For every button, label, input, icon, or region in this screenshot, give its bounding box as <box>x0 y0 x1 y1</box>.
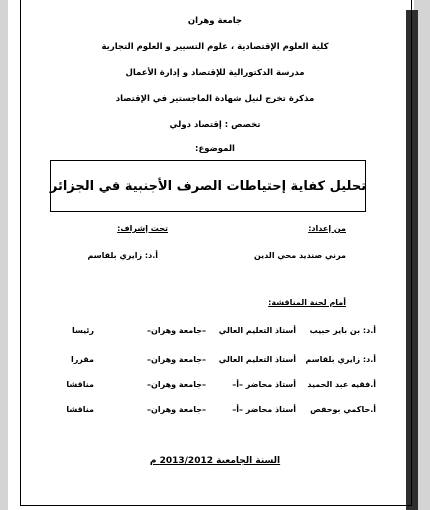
member-affiliation: –جامعة وهران– <box>147 355 206 364</box>
specialty: تخصص : إقتصاد دولي <box>169 120 261 130</box>
subject-label: الموضوع: <box>195 144 235 154</box>
university-name: جامعة وهران <box>187 16 243 26</box>
faculty-name: كلية العلوم الإقتصادية ، علوم التسيير و العلوم التجارية <box>101 42 329 52</box>
member-affiliation: –جامعة وهران– <box>147 405 206 414</box>
member-rank: أستاذ التعليم العالي <box>218 355 296 364</box>
doctoral-school: مدرسة الدكتورالية للإقتصاد و إدارة الأعمال <box>125 68 305 78</box>
member-name: أ.د: زايري بلقاسم <box>305 355 376 364</box>
thesis-type: مذكرة تخرج لنيل شهادة الماجستير في الإقتصاد <box>115 94 315 104</box>
member-rank: أستاذ محاضر –أ– <box>232 380 296 389</box>
member-rank: أستاذ محاضر –أ– <box>232 405 296 414</box>
supervision-label: تحت إشراف: <box>117 224 168 233</box>
committee-label: أمام لجنة المناقشة: <box>268 298 346 307</box>
member-name: أ.د: بن باير حبيب <box>309 326 376 335</box>
committee-member-row <box>40 326 376 338</box>
member-role: رئيسا <box>71 326 94 335</box>
committee-member-row <box>40 380 376 392</box>
committee-member-row <box>40 405 376 417</box>
member-name: أ.فقيه عبد الحميد <box>307 380 376 389</box>
member-role: مناقشا <box>66 405 94 414</box>
member-affiliation: –جامعة وهران– <box>147 326 206 335</box>
thesis-title-box <box>50 160 366 212</box>
member-rank: أستاذ التعليم العالي <box>218 326 296 335</box>
member-name: أ.حاكمي بوحفص <box>310 405 376 414</box>
committee-member-row <box>40 355 376 367</box>
member-affiliation: –جامعة وهران– <box>147 380 206 389</box>
thesis-title: تحليل كفاية إحتياطات الصرف الأجنبية في الجزائر <box>49 178 367 194</box>
supervisor-name: أ.د: زايري بلقاسم <box>87 251 158 260</box>
academic-year: السنة الجامعية 2013/2012 م <box>149 456 281 466</box>
member-role: مناقشا <box>66 380 94 389</box>
prepared-by-label: من إعداد: <box>308 224 346 233</box>
member-role: مقررا <box>70 355 94 364</box>
student-name: مرني صنديد محي الدين <box>253 251 346 260</box>
